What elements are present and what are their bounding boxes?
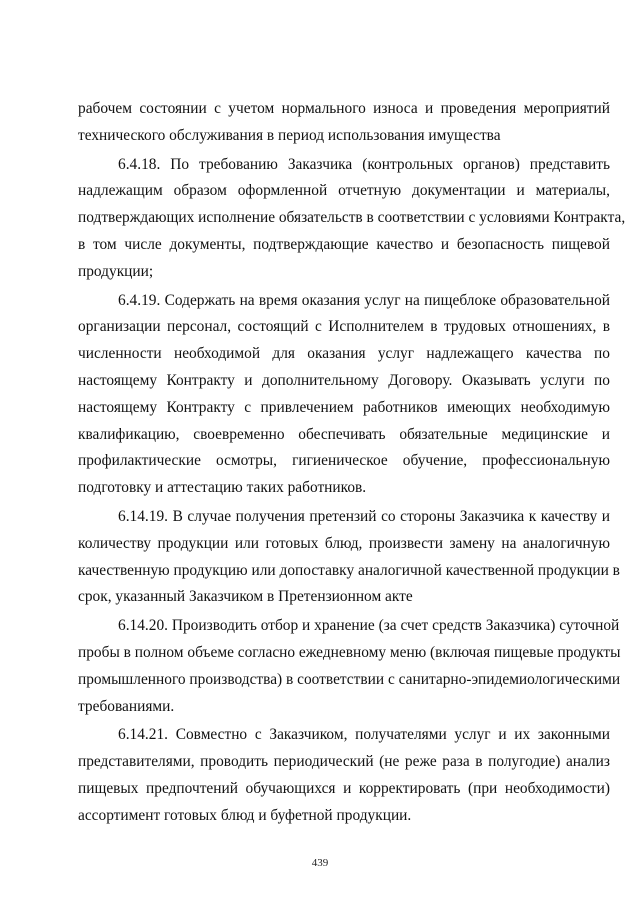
text-line: представителями, проводить периодический (не реже раза в полугодие) анализ [78,753,610,771]
text-line: надлежащим образом оформленной отчетную документации и материалы, [78,182,610,200]
text-line: промышленного производства) в соответствии с санитарно-эпидемиологическими [78,670,621,688]
text-line: численности необходимой для оказания услуг надлежащего качества по [78,345,610,363]
text-line: срок, указанный Заказчиком в Претензионном акте [78,588,413,606]
text-line: подтверждающих исполнение обязательств в соответствии с условиями Контракта, [78,209,626,227]
text-line: пробы в полном объеме согласно ежедневному меню (включая пищевые продукты [78,643,621,661]
document-body [78,96,626,830]
text-line: технического обслуживания в период использования имущества [78,126,501,144]
text-line: 6.14.20. Производить отбор и хранение (за счет средств Заказчика) суточной [118,617,620,635]
text-line: требованиями. [78,697,175,715]
text-line: профилактические осмотры, гигиеническое обучение, профессиональную [78,452,610,470]
text-line: в том числе документы, подтверждающие качество и безопасность пищевой [78,235,610,253]
paragraph-6-4-19 [78,288,610,502]
text-line: 6.14.19. В случае получения претензий со стороны Заказчика к качеству и [118,507,610,525]
text-line: 6.14.21. Совместно с Заказчиком, получателями услуг и их законными [118,726,610,744]
text-line: квалификацию, своевременно обеспечивать обязательные медицинские и [78,425,610,443]
text-line: подготовку и аттестацию таких работников. [78,479,367,497]
text-line: настоящему Контракту и дополнительному Договору. Оказывать услуги по [78,371,610,389]
text-line: ассортимент готовых блюд и буфетной продукции. [78,806,412,824]
text-line: 6.4.19. Содержать на время оказания услуг на пищеблоке образовательной [118,291,610,309]
text-line: настоящему Контракту с привлечением работников имеющих необходимую [78,398,610,416]
text-line: качественную продукцию или допоставку аналогичной качественной продукции в [78,561,620,579]
paragraph-continuation [78,96,610,150]
paragraph-6-4-18 [78,152,626,286]
page-number: 439 [311,857,329,869]
text-line: организации персонал, состоящий с Исполнителем в трудовых отношениях, в [78,318,610,336]
text-line: 6.4.18. По требованию Заказчика (контрольных органов) представить [118,155,610,173]
paragraph-6-14-19 [78,504,620,611]
paragraph-6-14-21 [78,722,610,829]
paragraph-6-14-20 [78,613,621,720]
text-line: пищевых предпочтений обучающихся и корректировать (при необходимости) [78,779,610,797]
text-line: рабочем состоянии с учетом нормального износа и проведения мероприятий [78,100,610,117]
text-line: количеству продукции или готовых блюд, произвести замену на аналогичную [78,534,610,552]
text-line: продукции; [78,262,154,280]
